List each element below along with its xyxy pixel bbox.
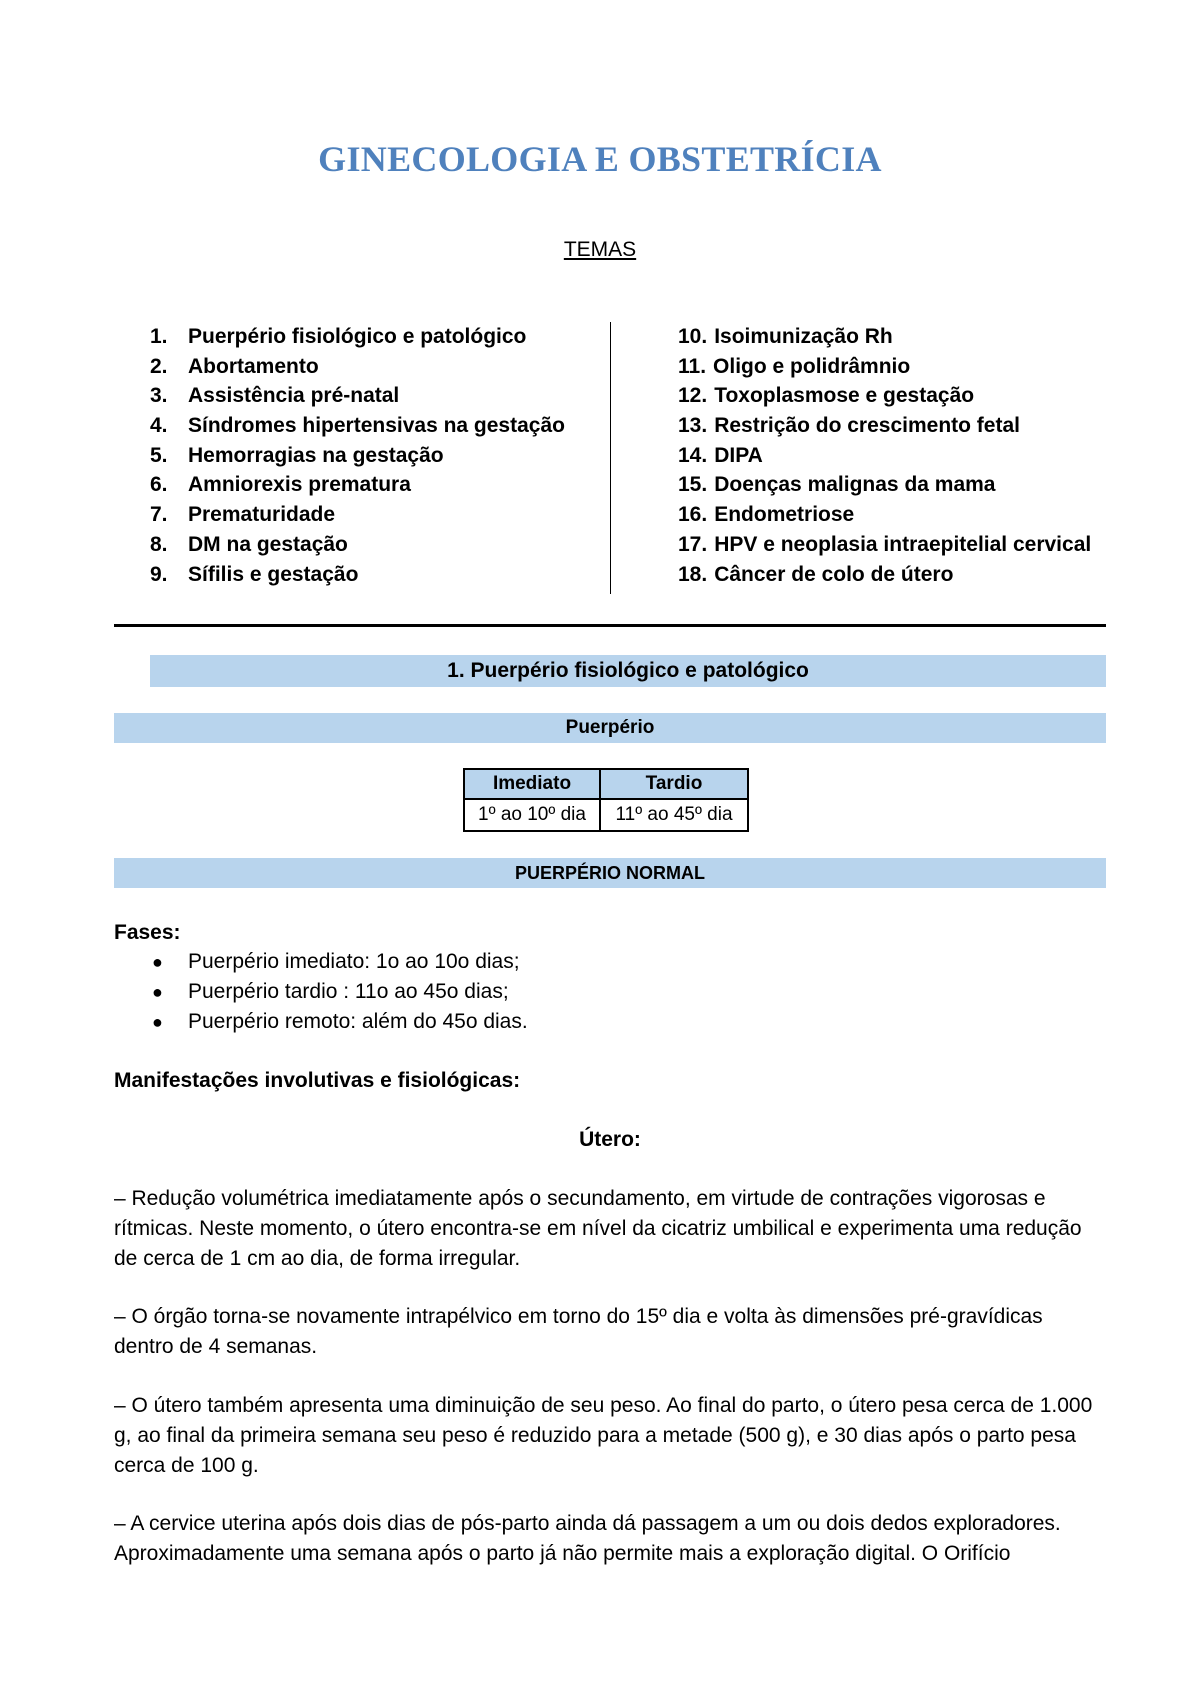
toc-item (678, 325, 1148, 355)
paragraph: – O útero também apresenta uma diminuição de seu peso. Ao final do parto, o útero pesa cerca de 1.000 g, ao final da primeira semana seu peso é reduzido para a metade (500 g), e 30 dias após o parto pesa cerca de 100 g. (114, 1394, 1093, 1477)
toc-number: 18. (678, 562, 708, 586)
toc-item (678, 533, 1148, 563)
toc-label: Puerpério fisiológico e patológico (188, 325, 527, 348)
manifestacoes-label: Manifestações involutivas e fisiológicas: (114, 1069, 521, 1092)
fases-list (114, 947, 528, 1037)
list-item-text: Puerpério tardio : 11o ao 45o dias; (188, 980, 509, 1003)
toc-number: 12. (678, 384, 708, 408)
toc-number: 15. (678, 473, 708, 497)
toc-number: 13. (678, 414, 708, 438)
toc-label: Oligo e polidrâmnio (713, 354, 911, 378)
toc-item (678, 563, 1148, 593)
toc-item (678, 355, 1148, 385)
toc-label: HPV e neoplasia intraepitelial cervical (714, 532, 1092, 556)
toc-item (678, 384, 1148, 414)
toc-number: 16. (678, 503, 708, 527)
toc-number: 10. (678, 325, 708, 348)
toc-label: Síndromes hipertensivas na gestação (188, 414, 565, 438)
toc-item (678, 473, 1148, 503)
table-header-cell: Tardio (600, 769, 748, 799)
toc-label: Sífilis e gestação (188, 562, 359, 586)
list-item (114, 947, 528, 977)
bullet-icon: ● (152, 982, 163, 1002)
toc-number: 17. (678, 532, 708, 556)
toc-label: DIPA (714, 443, 763, 467)
toc-item (678, 503, 1148, 533)
temas-heading: TEMAS (563, 238, 637, 261)
toc-label: Abortamento (188, 354, 319, 378)
list-item-text: Puerpério remoto: além do 45o dias. (188, 1010, 528, 1033)
bullet-icon: ● (152, 952, 163, 972)
toc-item (678, 414, 1148, 444)
list-item (114, 1007, 528, 1037)
toc-number: 11. (678, 354, 707, 378)
toc-left-column (150, 325, 600, 592)
toc-label: Restrição do crescimento fetal (714, 414, 1020, 438)
table-cell: 1º ao 10º dia (464, 799, 600, 831)
fases-label: Fases: (114, 921, 181, 944)
puerperio-normal-band: PUERPÉRIO NORMAL (114, 858, 1106, 888)
toc-label: DM na gestação (188, 532, 348, 556)
toc-label: Amniorexis prematura (188, 473, 411, 497)
toc-right-column (678, 325, 1148, 592)
toc-item (150, 503, 600, 533)
bullet-icon: ● (152, 1012, 163, 1032)
toc-number: 8. (150, 532, 168, 556)
puerperio-band: Puerpério (114, 713, 1106, 743)
toc-number: 7. (150, 503, 168, 527)
utero-label: Útero: (579, 1128, 641, 1151)
toc-item (150, 473, 600, 503)
list-item (114, 977, 528, 1007)
section-heading: 1. Puerpério fisiológico e patológico (150, 655, 1106, 687)
toc-item (150, 414, 600, 444)
paragraph: – Redução volumétrica imediatamente após o secundamento, em virtude de contrações vigorosas e rítmicas. Neste momento, o útero encontra-se em nível da cicatriz umbilical e experimenta uma redução de cerca de 1 cm ao dia, de forma irregular. (114, 1187, 1082, 1270)
toc-label: Isoimunização Rh (714, 325, 893, 348)
toc-item (150, 355, 600, 385)
paragraph: – O órgão torna-se novamente intrapélvico em torno do 15º dia e volta às dimensões pré-gravídicas dentro de 4 semanas. (114, 1305, 1043, 1358)
toc-column-divider (610, 322, 611, 594)
table-cell: 11º ao 45º dia (600, 799, 748, 831)
toc-label: Toxoplasmose e gestação (714, 384, 975, 408)
toc-number: 1. (150, 325, 168, 348)
horizontal-rule (114, 624, 1106, 627)
toc-item (678, 444, 1148, 474)
document-title: GINECOLOGIA E OBSTETRÍCIA (318, 139, 882, 179)
list-item-text: Puerpério imediato: 1o ao 10o dias; (188, 950, 520, 973)
toc-number: 14. (678, 443, 708, 467)
puerperio-table (463, 768, 749, 832)
toc-item (150, 533, 600, 563)
toc-label: Hemorragias na gestação (188, 443, 444, 467)
toc-label: Doenças malignas da mama (714, 473, 996, 497)
toc-label: Prematuridade (188, 503, 336, 527)
toc-number: 6. (150, 473, 168, 497)
toc-item (150, 325, 600, 355)
paragraph: – A cervice uterina após dois dias de pós-parto ainda dá passagem a um ou dois dedos exploradores. Aproximadamente uma semana após o parto já não permite mais a exploração digital. O Orifício (114, 1512, 1061, 1565)
table-header-row (464, 769, 748, 799)
table-row (464, 799, 748, 831)
toc-item (150, 384, 600, 414)
toc-number: 3. (150, 384, 168, 408)
table-header-cell: Imediato (464, 769, 600, 799)
toc-number: 5. (150, 443, 168, 467)
toc-item (150, 563, 600, 593)
toc-label: Câncer de colo de útero (714, 562, 954, 586)
toc-label: Assistência pré-natal (188, 384, 400, 408)
toc-item (150, 444, 600, 474)
toc-label: Endometriose (714, 503, 855, 527)
toc-number: 9. (150, 562, 168, 586)
toc-number: 2. (150, 354, 168, 378)
toc-number: 4. (150, 414, 168, 438)
